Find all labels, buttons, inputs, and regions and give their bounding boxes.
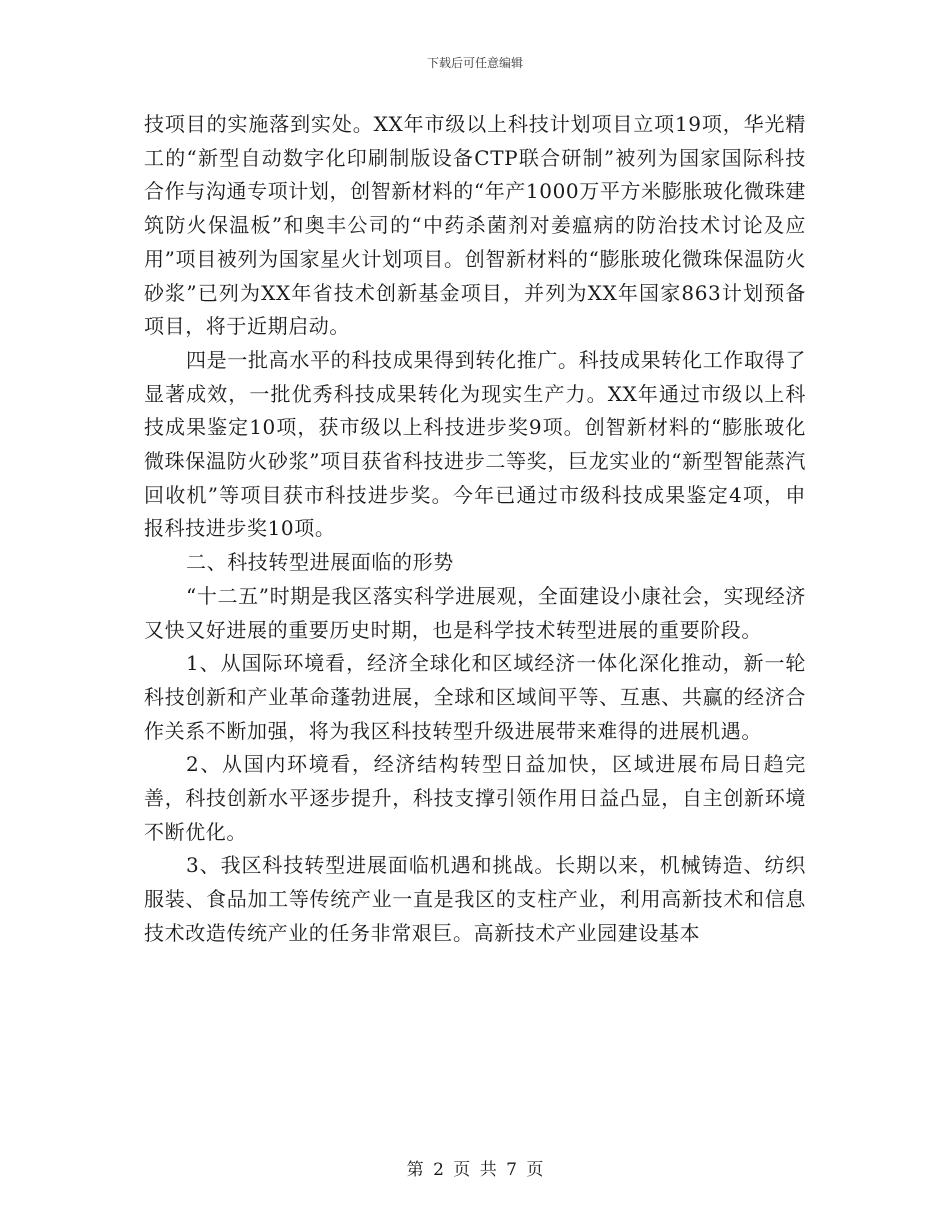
paragraph-international-environment: 1、从国际环境看，经济全球化和区域经济一体化深化推动，新一轮科技创新和产业革命蓬勃进展，全球和区域间平等、互惠、共赢的经济合作关系不断加强，将为我区科技转型升级进展带来难得的进展机遇。 (144, 651, 806, 743)
page-header: 下载后可任意编辑 (426, 56, 523, 70)
paragraph-achievements-transfer: 四是一批高水平的科技成果得到转化推广。科技成果转化工作取得了显著成效，一批优秀科技成果转化为现实生产力。XX年通过市级以上科技成果鉴定10项，获市级以上科技进步奖9项。创智新材料的“膨胀玻化微珠保温防火砂浆”项目获省科技进步二等奖，巨龙实业的“新型智能蒸汽回收机”等项目获市科技进步奖。今年已通过市级科技成果鉴定4项，申报科技进步奖10项。 (144, 347, 806, 541)
paragraph-project-implementation: 技项目的实施落到实处。XX年市级以上科技计划项目立项19项，华光精工的“新型自动数字化印刷制版设备CTP联合研制”被列为国家国际科技合作与沟通专项计划，创智新材料的“年产1000万平方米膨胀玻化微珠建筑防火保温板”和奥丰公司的“中药杀菌剂对姜瘟病的防治技术讨论及应用”项目被列为国家星火计划项目。创智新材料的“膨胀玻化微珠保温防火砂浆”已列为XX年省技术创新基金项目，并列为XX年国家863计划预备项目，将于近期启动。 (144, 112, 806, 339)
section-heading-situation: 二、科技转型进展面临的形势 (186, 550, 454, 575)
document-body (144, 108, 806, 951)
page-number-footer: 第 2 页 共 7 页 (406, 1160, 544, 1180)
paragraph-five-year-period: “十二五”时期是我区落实科学进展观，全面建设小康社会，实现经济又快又好进展的重要历史时期，也是科学技术转型进展的重要阶段。 (144, 583, 806, 642)
paragraph-domestic-environment: 2、从国内环境看，经济结构转型日益加快，区域进展布局日趋完善，科技创新水平逐步提升，科技支撑引领作用日益凸显，自主创新环境不断优化。 (144, 752, 806, 844)
paragraph-opportunities-challenges: 3、我区科技转型进展面临机遇和挑战。长期以来，机械铸造、纺织服装、食品加工等传统产业一直是我区的支柱产业，利用高新技术和信息技术改造传统产业的任务非常艰巨。高新技术产业园建设基本 (144, 853, 806, 945)
